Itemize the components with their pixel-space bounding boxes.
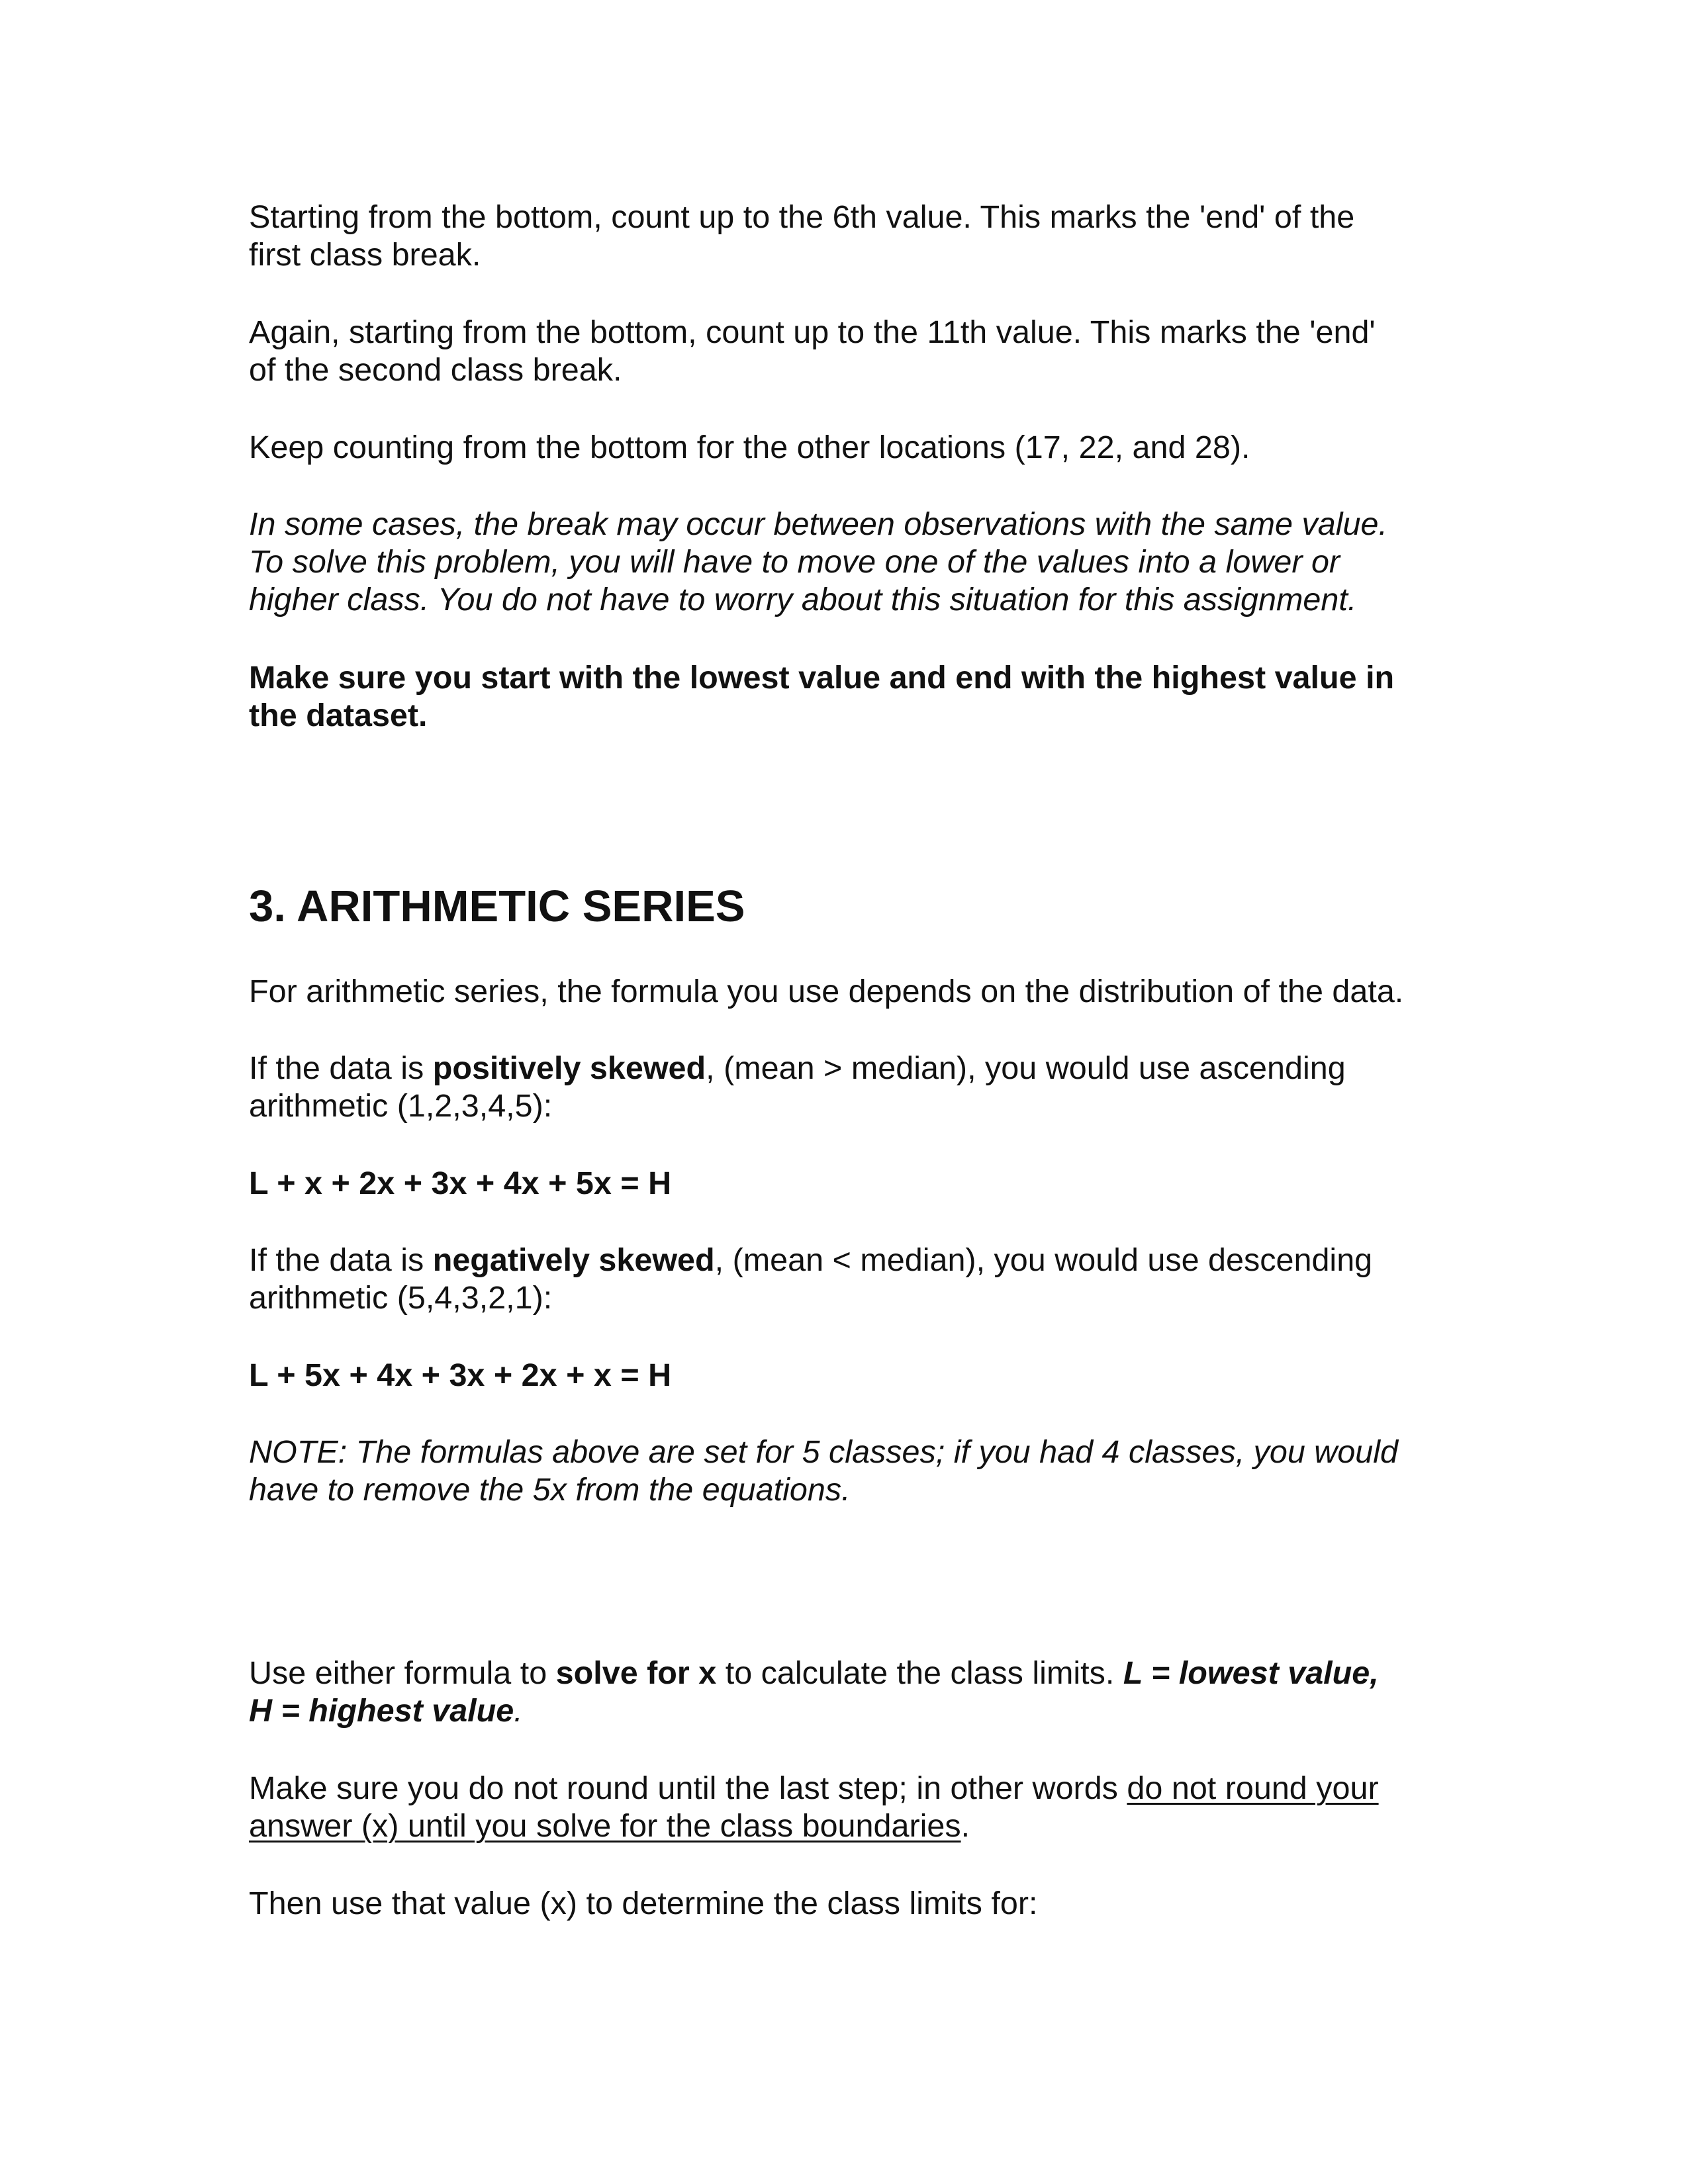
text-line: arithmetic (5,4,3,2,1): [249,1280,553,1316]
paragraph-positively-skewed [249,1050,1460,1125]
paragraph-negatively-skewed [249,1242,1460,1317]
text-run: . [514,1693,523,1729]
text-line [249,1807,1460,1845]
text-line: higher class. You do not have to worry about this situation for this assignment. [249,582,1357,617]
underlined-do-not-round: do not round your [1127,1770,1379,1806]
text-run: Use either formula to [249,1655,556,1691]
text-line [249,1770,1460,1807]
paragraph-then-use-value [249,1885,1460,1923]
text-line: NOTE: The formulas above are set for 5 classes; if you had 4 classes, you would [249,1434,1399,1470]
text-run: , (mean < median), you would use descending [714,1242,1373,1278]
emphasis-positively-skewed: positively skewed [432,1050,706,1086]
paragraph-count-sixth [249,199,1460,274]
paragraph-count-eleventh [249,314,1460,389]
paragraph-lowest-highest-reminder [249,659,1460,735]
underlined-class-boundaries: answer (x) until you solve for the class boundaries [249,1808,961,1844]
text-run: Make sure you do not round until the last step; in other words [249,1770,1127,1806]
text-line: first class break. [249,237,481,273]
paragraph-rounding [249,1770,1460,1845]
text-line: of the second class break. [249,352,622,388]
text-line [249,1050,1460,1087]
text-line: In some cases, the break may occur between observations with the same value. [249,506,1387,542]
text-line: Starting from the bottom, count up to the 6th value. This marks the 'end' of the [249,199,1355,235]
text-line: For arithmetic series, the formula you use depends on the distribution of the data. [249,974,1404,1009]
text-line [249,1242,1460,1279]
text-line: Keep counting from the bottom for the other locations (17, 22, and 28). [249,430,1250,465]
paragraph-arithmetic-intro [249,973,1460,1011]
section-heading-arithmetic-series: 3. ARITHMETIC SERIES [249,882,745,931]
text-line [249,1692,1460,1730]
text-line: L + 5x + 4x + 3x + 2x + x = H [249,1357,672,1393]
text-line [249,1655,1460,1692]
text-line: Make sure you start with the lowest value and end with the highest value in [249,660,1395,696]
paragraph-five-classes-note [249,1433,1460,1509]
text-line: Again, starting from the bottom, count up to the 11th value. This marks the 'end' [249,314,1376,350]
text-run: If the data is [249,1050,433,1086]
text-run: to calculate the class limits. [716,1655,1123,1691]
emphasis-negatively-skewed: negatively skewed [432,1242,715,1278]
emphasis-highest-value: H = highest value [249,1693,514,1729]
text-line: the dataset. [249,698,428,733]
formula-descending [249,1357,1460,1394]
emphasis-lowest-value: L = lowest value, [1123,1655,1379,1691]
emphasis-solve-for-x: solve for x [555,1655,717,1691]
text-line: Then use that value (x) to determine the class limits for: [249,1886,1038,1921]
paragraph-solve-for-x [249,1655,1460,1730]
paragraph-same-value-note [249,506,1460,619]
text-line: To solve this problem, you will have to move one of the values into a lower or [249,544,1340,580]
paragraph-keep-counting [249,429,1460,467]
text-run: . [961,1808,970,1844]
text-line: arithmetic (1,2,3,4,5): [249,1088,553,1124]
text-line: L + x + 2x + 3x + 4x + 5x = H [249,1165,672,1201]
formula-ascending [249,1165,1460,1203]
text-line: have to remove the 5x from the equations. [249,1472,851,1508]
text-run: , (mean > median), you would use ascending [706,1050,1346,1086]
text-run: If the data is [249,1242,433,1278]
